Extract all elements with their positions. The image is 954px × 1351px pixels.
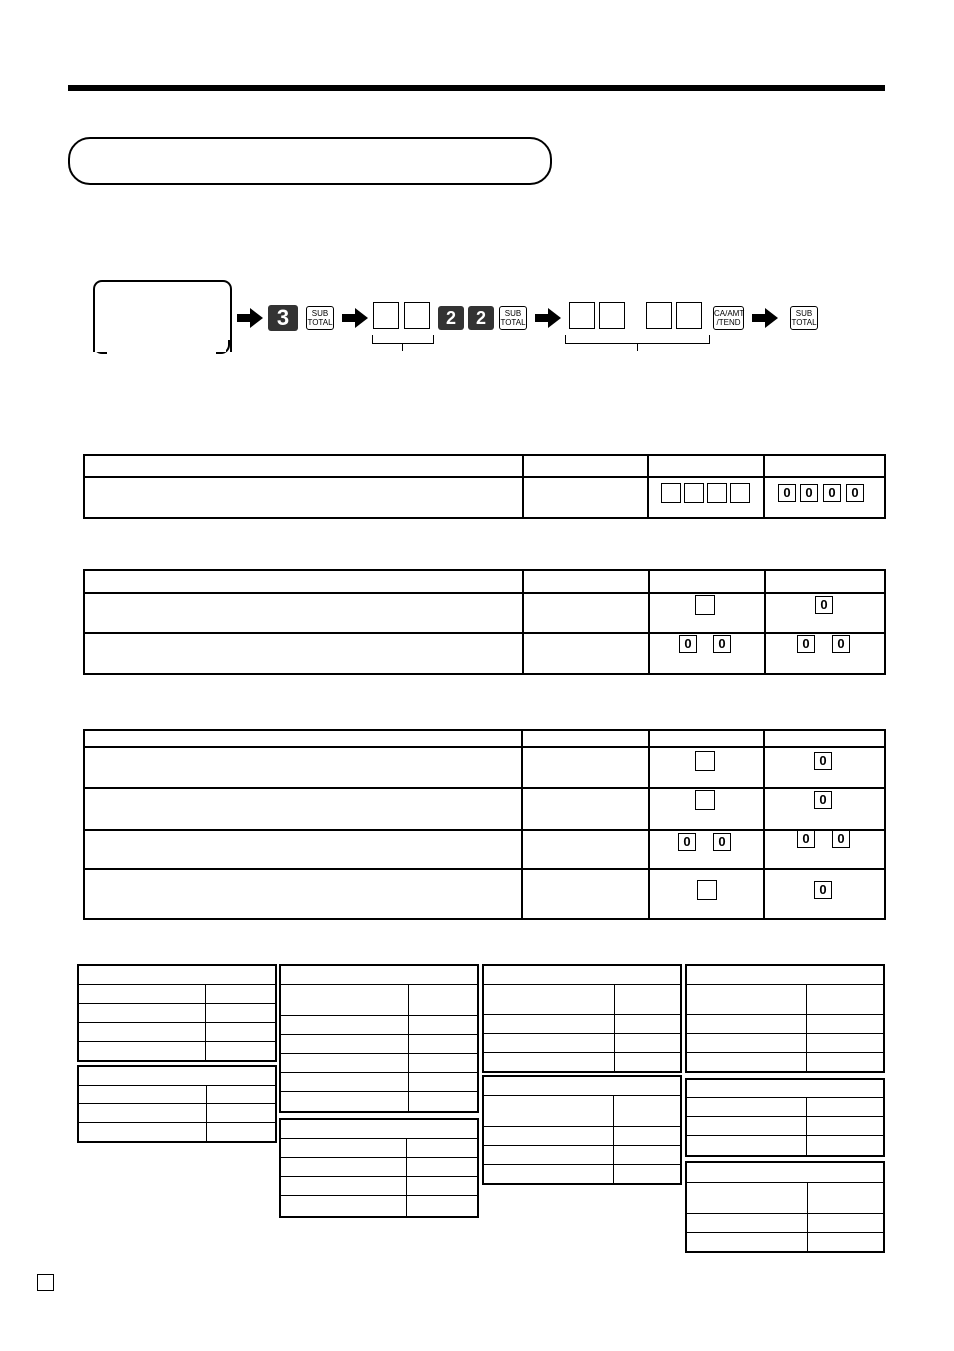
- arrow-right-icon: [237, 308, 263, 328]
- bracket-tick: [402, 343, 403, 351]
- zero-key: 0: [679, 635, 697, 653]
- grid-line: [205, 985, 206, 1060]
- table-divider: [522, 571, 524, 673]
- grid-line: [687, 1014, 883, 1015]
- grid-line: [687, 1232, 883, 1233]
- mode-box-gap: [95, 340, 226, 352]
- zero-key: 0: [832, 635, 850, 653]
- arrow-right-icon: [342, 308, 368, 328]
- grid-line: [406, 1139, 407, 1216]
- zero-key: 0: [800, 484, 818, 502]
- blank-digit-box: [695, 790, 715, 810]
- setting-table-1: [83, 454, 886, 519]
- grid-line: [484, 984, 680, 985]
- grid-line: [79, 1041, 275, 1042]
- grid-line: [281, 984, 477, 985]
- grid-line: [687, 1052, 883, 1053]
- zero-key: 0: [713, 635, 731, 653]
- grid-line: [484, 1014, 680, 1015]
- subtotal-key[interactable]: SUB TOTAL: [306, 306, 334, 330]
- blank-digit-box: [695, 595, 715, 615]
- grid-line: [614, 985, 615, 1071]
- grid-line: [613, 1096, 614, 1183]
- table-divider: [648, 571, 650, 673]
- grid-line: [806, 1098, 807, 1155]
- grid-table: [685, 1078, 885, 1157]
- numeric-key-2[interactable]: 2: [468, 306, 494, 330]
- grid-table: [77, 964, 277, 1062]
- grid-line: [484, 1126, 680, 1127]
- grid-line: [807, 1183, 808, 1251]
- grid-line: [484, 1145, 680, 1146]
- grid-line: [79, 984, 275, 985]
- input-bracket: [372, 335, 434, 344]
- grid-line: [687, 1116, 883, 1117]
- zero-key: 0: [778, 484, 796, 502]
- grid-line: [79, 1022, 275, 1023]
- blank-digit-key[interactable]: [373, 302, 399, 329]
- blank-digit-box: [697, 880, 717, 900]
- page-marker-box: [37, 1274, 54, 1291]
- grid-line: [687, 1213, 883, 1214]
- zero-key: 0: [815, 596, 833, 614]
- grid-line: [687, 1182, 883, 1183]
- grid-line: [484, 1164, 680, 1165]
- grid-line: [408, 985, 409, 1111]
- zero-key: 0: [814, 791, 832, 809]
- grid-line: [79, 1122, 275, 1123]
- table-divider: [763, 731, 765, 918]
- ca-amt-tend-key[interactable]: CA/AMT /TEND: [713, 306, 744, 330]
- grid-table: [482, 1075, 682, 1185]
- grid-line: [79, 1003, 275, 1004]
- grid-table: [482, 964, 682, 1073]
- grid-line: [281, 1072, 477, 1073]
- zero-key: 0: [814, 752, 832, 770]
- grid-line: [281, 1091, 477, 1092]
- subtotal-key[interactable]: SUB TOTAL: [790, 306, 818, 330]
- grid-line: [687, 1135, 883, 1136]
- zero-key: 0: [678, 833, 696, 851]
- table-divider: [647, 456, 649, 517]
- grid-line: [281, 1195, 477, 1196]
- table-divider: [522, 456, 524, 517]
- grid-line: [484, 1033, 680, 1034]
- table-divider: [764, 571, 766, 673]
- grid-line: [484, 1095, 680, 1096]
- blank-digit-key[interactable]: [569, 302, 595, 329]
- arrow-right-icon: [752, 308, 778, 328]
- numeric-key-3[interactable]: 3: [268, 305, 298, 331]
- grid-line: [687, 984, 883, 985]
- grid-line: [206, 1086, 207, 1141]
- grid-line: [687, 1033, 883, 1034]
- blank-digit-key[interactable]: [404, 302, 430, 329]
- grid-line: [281, 1034, 477, 1035]
- grid-line: [281, 1138, 477, 1139]
- table-divider: [648, 731, 650, 918]
- setting-table-3: [83, 729, 886, 920]
- blank-digit-box: [661, 483, 681, 503]
- grid-line: [687, 1097, 883, 1098]
- blank-digit-key[interactable]: [676, 302, 702, 329]
- table-divider: [521, 731, 523, 918]
- grid-table: [279, 1118, 479, 1218]
- zero-key: 0: [846, 484, 864, 502]
- grid-line: [281, 1053, 477, 1054]
- blank-digit-box: [695, 751, 715, 771]
- zero-key: 0: [832, 830, 850, 848]
- grid-line: [281, 1176, 477, 1177]
- grid-line: [484, 1052, 680, 1053]
- grid-line: [79, 1103, 275, 1104]
- blank-digit-box: [707, 483, 727, 503]
- blank-digit-key[interactable]: [646, 302, 672, 329]
- grid-table: [685, 1161, 885, 1253]
- section-heading-box: [68, 137, 552, 185]
- table-divider: [763, 456, 765, 517]
- bracket-tick: [637, 343, 638, 351]
- grid-line: [79, 1085, 275, 1086]
- zero-key: 0: [713, 833, 731, 851]
- blank-digit-box: [684, 483, 704, 503]
- grid-table: [77, 1065, 277, 1143]
- subtotal-key[interactable]: SUB TOTAL: [499, 306, 527, 330]
- zero-key: 0: [797, 635, 815, 653]
- grid-line: [806, 985, 807, 1071]
- grid-table: [685, 964, 885, 1073]
- arrow-right-icon: [535, 308, 561, 328]
- blank-digit-key[interactable]: [599, 302, 625, 329]
- blank-digit-box: [730, 483, 750, 503]
- zero-key: 0: [823, 484, 841, 502]
- numeric-key-2[interactable]: 2: [438, 306, 464, 330]
- setting-table-2: [83, 569, 886, 675]
- top-rule: [68, 85, 885, 91]
- zero-key: 0: [797, 830, 815, 848]
- zero-key: 0: [814, 881, 832, 899]
- grid-line: [281, 1157, 477, 1158]
- grid-line: [281, 1015, 477, 1016]
